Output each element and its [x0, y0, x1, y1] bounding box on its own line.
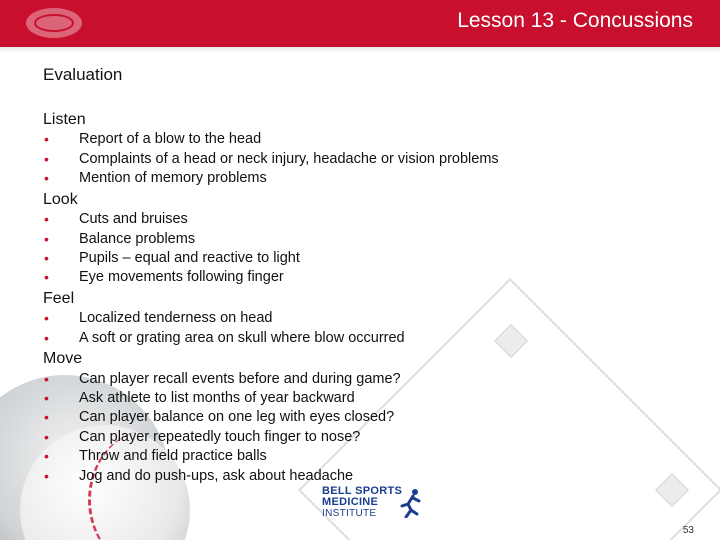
bullet: • [44, 170, 49, 186]
bullet: • [44, 330, 49, 346]
logo-line: INSTITUTE [322, 508, 377, 519]
bullet: • [44, 250, 49, 266]
list-item: Mention of memory problems [79, 170, 267, 186]
bullet: • [44, 310, 49, 326]
list-item: Can player recall events before and during game? [79, 371, 401, 387]
list-item: Can player repeatedly touch finger to nose? [79, 429, 361, 445]
bullet: • [44, 371, 49, 387]
bell-sports-medicine-logo [322, 486, 442, 526]
list-item: Balance problems [79, 231, 196, 247]
bullet: • [44, 448, 49, 464]
runner-icon [400, 488, 422, 518]
section-label-look: Look [43, 191, 78, 208]
list-item: Jog and do push-ups, ask about headache [79, 468, 354, 484]
bullet: • [44, 151, 49, 167]
list-item: Pupils – equal and reactive to light [79, 250, 300, 266]
list-item: Can player balance on one leg with eyes closed? [79, 409, 395, 425]
bullet: • [44, 211, 49, 227]
slide-title: Lesson 13 - Concussions [457, 9, 693, 32]
bullet: • [44, 269, 49, 285]
page-number: 53 [682, 525, 694, 536]
list-item: Ask athlete to list months of year backward [79, 390, 355, 406]
bullet: • [44, 390, 49, 406]
section-label-feel: Feel [43, 290, 75, 307]
bullet: • [44, 231, 49, 247]
section-label-listen: Listen [43, 111, 86, 128]
header-divider [0, 47, 720, 53]
logo-line: MEDICINE [322, 496, 379, 508]
list-item: Complaints of a head or neck injury, headache or vision problems [79, 151, 499, 167]
slide-header [0, 0, 720, 47]
bullet: • [44, 468, 49, 484]
bullet: • [44, 409, 49, 425]
slide-heading: Evaluation [43, 65, 123, 84]
bullet: • [44, 429, 49, 445]
list-item: Localized tenderness on head [79, 310, 273, 326]
section-label-move: Move [43, 350, 83, 367]
list-item: Cuts and bruises [79, 211, 188, 227]
logo-line: BELL SPORTS [322, 485, 403, 497]
list-item: Throw and field practice balls [79, 448, 267, 464]
list-item: Eye movements following finger [79, 269, 284, 285]
bullet: • [44, 131, 49, 147]
organization-logo [26, 8, 82, 38]
list-item: Report of a blow to the head [79, 131, 262, 147]
list-item: A soft or grating area on skull where blow occurred [79, 330, 405, 346]
